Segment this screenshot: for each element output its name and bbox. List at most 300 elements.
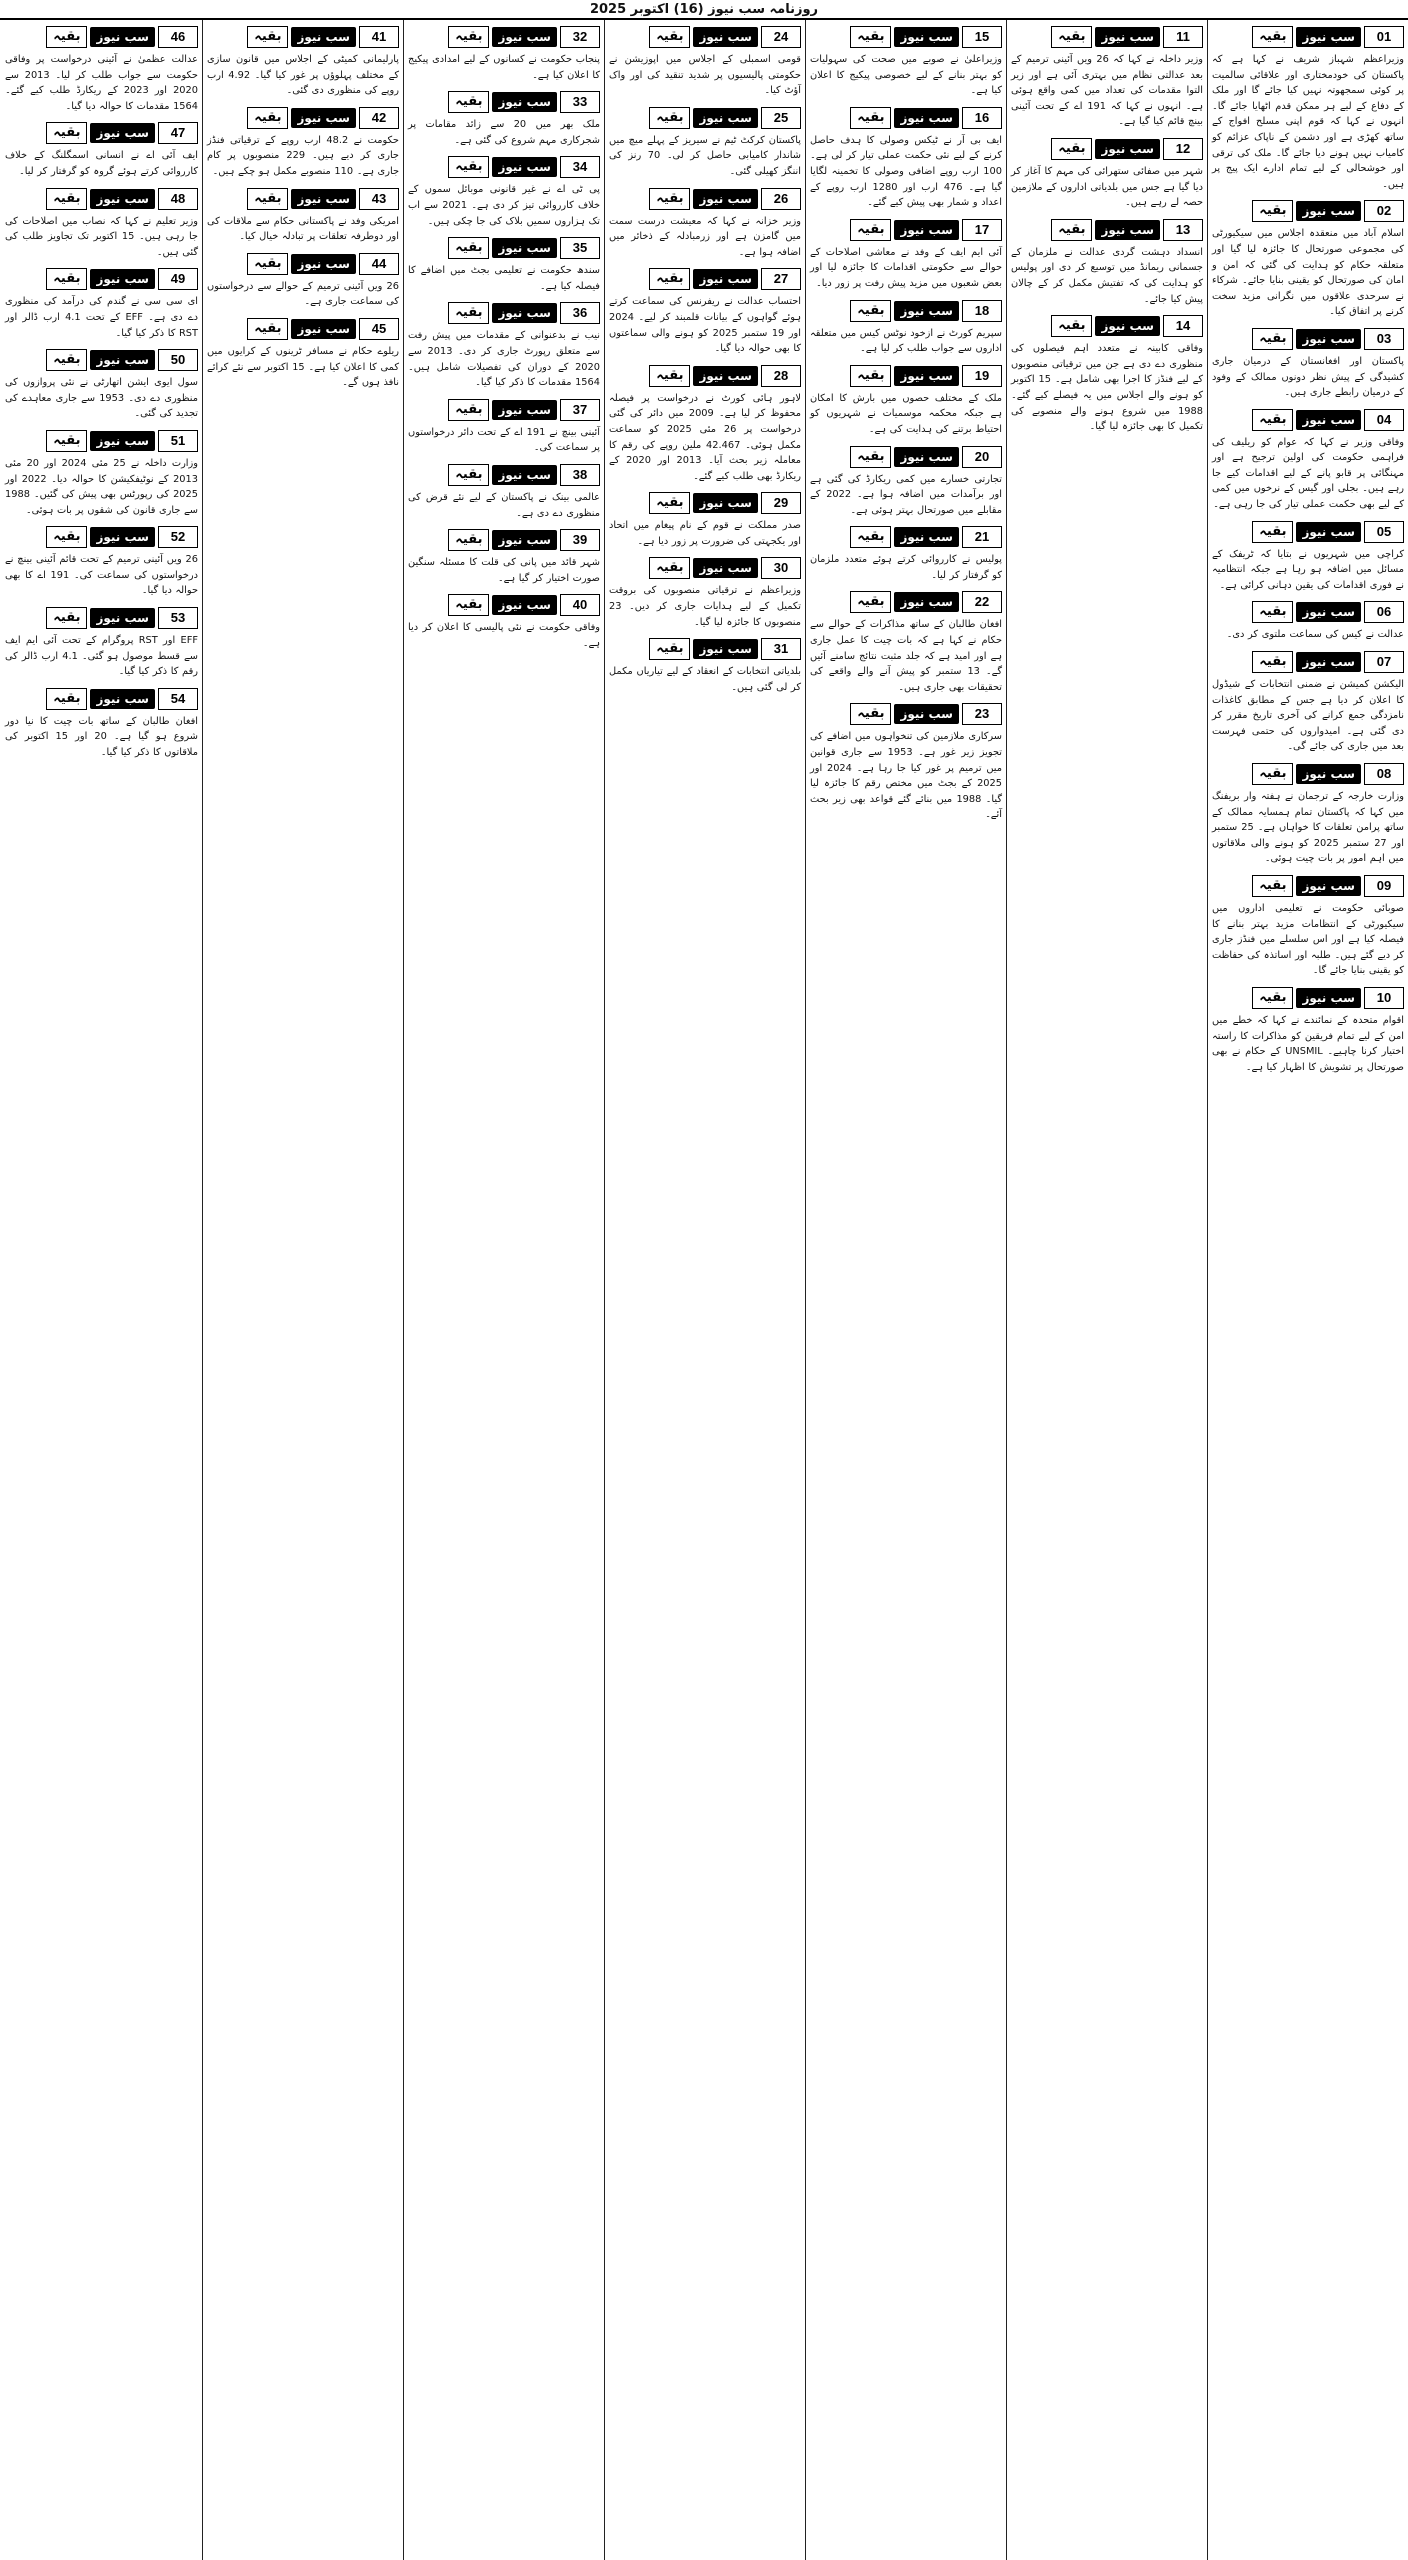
- continuation-number: 53: [158, 607, 198, 629]
- continuation-number: 17: [962, 219, 1002, 241]
- continuation-label: [5, 188, 198, 210]
- continuation-label: [207, 188, 399, 210]
- continuation-item: [1212, 328, 1404, 401]
- continuation-number: 22: [962, 591, 1002, 613]
- subnews-label: سب نیوز: [90, 431, 155, 451]
- continuation-item: [810, 526, 1002, 583]
- baqiya-label: بقیہ: [448, 91, 489, 113]
- baqiya-label: بقیہ: [649, 188, 690, 210]
- continuation-number: 23: [962, 703, 1002, 725]
- continuation-text: کراچی میں شہریوں نے بتایا کہ ٹریفک کے مسائل میں اضافہ ہو رہا ہے جبکہ انتظامیہ نے فوری اقدامات کی یقین دہانی کرائی ہے۔: [1212, 548, 1404, 591]
- continuation-text: 26 ویں آئینی ترمیم کے حوالے سے درخواستوں کی سماعت جاری ہے۔: [207, 280, 399, 308]
- subnews-label: سب نیوز: [291, 254, 356, 274]
- continuation-label: [609, 268, 801, 290]
- continuation-label: [207, 318, 399, 340]
- continuation-text: ایف بی آر نے ٹیکس وصولی کا ہدف حاصل کرنے کے لیے نئی حکمت عملی تیار کر لی ہے۔ 100 ارب روپے اضافی وصولی کا تخمینہ لگایا گیا ہے۔ 476 ارب اور 1280 ارب روپے کے اعداد و شمار بھی پیش کیے گئے۔: [810, 134, 1003, 209]
- continuation-label: [207, 253, 399, 275]
- baqiya-label: بقیہ: [1252, 328, 1293, 350]
- continuation-label: [5, 526, 198, 548]
- continuation-label: [1212, 26, 1404, 48]
- baqiya-label: بقیہ: [649, 365, 690, 387]
- continuation-text: ایف آئی اے نے انسانی اسمگلنگ کے خلاف کارروائی کرتے ہوئے گروہ کو گرفتار کر لیا۔: [5, 150, 198, 177]
- continuation-label: [810, 446, 1002, 468]
- subnews-label: سب نیوز: [1296, 201, 1361, 221]
- subnews-label: سب نیوز: [693, 27, 758, 47]
- continuation-label: [609, 107, 801, 129]
- baqiya-label: بقیہ: [247, 107, 288, 129]
- baqiya-label: بقیہ: [1051, 26, 1092, 48]
- continuation-item: [609, 188, 801, 261]
- baqiya-label: بقیہ: [850, 526, 891, 548]
- baqiya-label: بقیہ: [46, 122, 87, 144]
- column-6: [202, 20, 403, 2560]
- continuation-text: احتساب عدالت نے ریفرنس کی سماعت کرتے ہوئے گواہوں کے بیانات قلمبند کر لیے۔ 2024 اور 19 ستمبر 2025 کو ہونے والی سماعتوں کا بھی حوالہ دیا گیا۔: [609, 296, 801, 355]
- subnews-label: سب نیوز: [894, 592, 959, 612]
- subnews-label: سب نیوز: [693, 269, 758, 289]
- continuation-item: [810, 219, 1002, 292]
- subnews-label: سب نیوز: [90, 527, 155, 547]
- continuation-text: نیب نے بدعنوانی کے مقدمات میں پیش رفت سے متعلق رپورٹ جاری کر دی۔ 2013 سے 2020 کے دوران کی تفصیلات شامل ہیں۔ 1564 مقدمات کا ذکر کیا گیا۔: [408, 330, 600, 389]
- continuation-number: 40: [560, 594, 600, 616]
- column-5: [403, 20, 604, 2560]
- continuation-item: [408, 26, 600, 83]
- continuation-item: [810, 365, 1002, 438]
- subnews-label: سب نیوز: [1296, 764, 1361, 784]
- continuation-item: [5, 268, 198, 341]
- continuation-item: [207, 253, 399, 310]
- continuation-item: [207, 188, 399, 245]
- continuation-item: [1011, 138, 1203, 211]
- continuation-item: [207, 26, 399, 99]
- continuation-number: 14: [1163, 315, 1203, 337]
- continuation-item: [609, 268, 801, 356]
- subnews-label: سب نیوز: [1296, 602, 1361, 622]
- continuation-text: پارلیمانی کمیٹی کے اجلاس میں قانون سازی کے مختلف پہلوؤں پر غور کیا گیا۔ 4.92 ارب روپے کی منظوری دی گئی۔: [207, 54, 400, 97]
- continuation-label: [810, 107, 1002, 129]
- continuation-number: 16: [962, 107, 1002, 129]
- subnews-label: سب نیوز: [492, 465, 557, 485]
- baqiya-label: بقیہ: [247, 26, 288, 48]
- continuation-text: سول ایوی ایشن اتھارٹی نے نئی پروازوں کی منظوری دے دی۔ 1953 سے جاری معاہدے کی تجدید کی گئی۔: [5, 377, 198, 420]
- continuation-text: پی ٹی اے نے غیر قانونی موبائل سموں کے خلاف کارروائی تیز کر دی ہے۔ 2021 سے اب تک ہزاروں سمیں بلاک کی جا چکی ہیں۔: [408, 184, 601, 227]
- continuation-text: وزیر خزانہ نے کہا کہ معیشت درست سمت میں گامزن ہے اور زرمبادلہ کے ذخائر میں اضافہ ہوا ہے۔: [609, 215, 801, 258]
- continuation-text: ملک بھر میں 20 سے زائد مقامات پر شجرکاری مہم شروع کی گئی ہے۔: [408, 119, 600, 146]
- continuation-number: 18: [962, 300, 1002, 322]
- baqiya-label: بقیہ: [46, 688, 87, 710]
- continuation-item: [5, 188, 198, 261]
- baqiya-label: بقیہ: [448, 302, 489, 324]
- continuation-number: 20: [962, 446, 1002, 468]
- continuation-text: حکومت نے 48.2 ارب روپے کے ترقیاتی فنڈز جاری کر دیے ہیں۔ 229 منصوبوں پر کام جاری ہے۔ 110 منصوبے مکمل ہو چکے ہیں۔: [207, 134, 399, 177]
- continuation-label: [1212, 651, 1404, 673]
- continuation-item: [1212, 875, 1404, 979]
- continuation-text: وفاقی وزیر نے کہا کہ عوام کو ریلیف کی فراہمی حکومت کی اولین ترجیح ہے اور مہنگائی پر قابو پانے کے لیے اقدامات کیے جا رہے ہیں۔ بجلی اور گیس کے نرخوں میں کمی کے لیے بھی حکمت عملی تیار کی جا رہی ہے۔: [1212, 436, 1404, 511]
- baqiya-label: بقیہ: [46, 188, 87, 210]
- continuation-item: [408, 464, 600, 521]
- continuation-number: 33: [560, 91, 600, 113]
- continuation-item: [5, 122, 198, 179]
- subnews-label: سب نیوز: [894, 527, 959, 547]
- continuation-number: 52: [158, 526, 198, 548]
- continuation-label: [408, 302, 600, 324]
- continuation-number: 01: [1364, 26, 1404, 48]
- continuation-text: قومی اسمبلی کے اجلاس میں اپوزیشن نے حکومتی پالیسیوں پر شدید تنقید کی اور واک آؤٹ کیا۔: [609, 54, 801, 97]
- subnews-label: سب نیوز: [291, 27, 356, 47]
- continuation-item: [1011, 315, 1203, 435]
- continuation-text: وزارت داخلہ نے 25 مئی 2024 اور 20 مئی 2013 کے نوٹیفکیشن کا حوالہ دیا۔ 2022 اور 2025 کی رپورٹس بھی پیش کی گئیں۔ 1988 سے جاری قانون کی شقوں پر بات ہوئی۔: [5, 457, 198, 516]
- baqiya-label: بقیہ: [1252, 521, 1293, 543]
- continuation-label: [1011, 138, 1203, 160]
- subnews-label: سب نیوز: [90, 27, 155, 47]
- subnews-label: سب نیوز: [492, 303, 557, 323]
- column-7: [1, 20, 202, 2560]
- continuation-text: شہر قائد میں پانی کی قلت کا مسئلہ سنگین صورت اختیار کر گیا ہے۔: [408, 557, 600, 584]
- continuation-number: 41: [359, 26, 399, 48]
- continuation-label: [408, 26, 600, 48]
- continuation-number: 29: [761, 492, 801, 514]
- baqiya-label: بقیہ: [649, 26, 690, 48]
- continuation-text: صدر مملکت نے قوم کے نام پیغام میں اتحاد اور یکجہتی کی ضرورت پر زور دیا ہے۔: [609, 520, 801, 547]
- subnews-label: سب نیوز: [894, 108, 959, 128]
- continuation-label: [1212, 601, 1404, 623]
- continuation-number: 03: [1364, 328, 1404, 350]
- header-title: روزنامہ سب نیوز (16) اکتوبر 2025: [589, 1, 819, 17]
- subnews-label: سب نیوز: [1296, 876, 1361, 896]
- continuation-number: 34: [560, 156, 600, 178]
- continuation-item: [810, 703, 1002, 823]
- continuation-label: [1212, 409, 1404, 431]
- continuation-item: [408, 302, 600, 390]
- subnews-label: سب نیوز: [492, 530, 557, 550]
- continuation-number: 48: [158, 188, 198, 210]
- subnews-label: سب نیوز: [693, 189, 758, 209]
- baqiya-label: بقیہ: [1252, 763, 1293, 785]
- baqiya-label: بقیہ: [46, 607, 87, 629]
- continuation-text: سپریم کورٹ نے ازخود نوٹس کیس میں متعلقہ اداروں سے جواب طلب کر لیا ہے۔: [810, 327, 1002, 355]
- continuation-text: عالمی بینک نے پاکستان کے لیے نئے قرض کی منظوری دے دی ہے۔: [408, 491, 600, 519]
- continuation-number: 44: [359, 253, 399, 275]
- baqiya-label: بقیہ: [1252, 987, 1293, 1009]
- continuation-item: [1011, 26, 1203, 130]
- continuation-label: [5, 26, 198, 48]
- continuation-number: 26: [761, 188, 801, 210]
- continuation-text: ای سی سی نے گندم کی درآمد کی منظوری دے دی ہے۔ EFF کے تحت 4.1 ارب ڈالر اور RST کا ذکر کیا گیا۔: [5, 296, 198, 339]
- continuation-text: ریلوے حکام نے مسافر ٹرینوں کے کرایوں میں کمی کا اعلان کیا ہے۔ 15 اکتوبر سے نئے کرائے نافذ ہوں گے۔: [207, 345, 399, 389]
- subnews-label: سب نیوز: [1095, 27, 1160, 47]
- subnews-label: سب نیوز: [492, 157, 557, 177]
- continuation-item: [5, 688, 198, 761]
- continuation-item: [5, 26, 198, 114]
- continuation-number: 36: [560, 302, 600, 324]
- continuation-item: [1212, 409, 1404, 513]
- baqiya-label: بقیہ: [1051, 315, 1092, 337]
- continuation-text: امریکی وفد نے پاکستانی حکام سے ملاقات کی اور دوطرفہ تعلقات پر تبادلہ خیال کیا۔: [207, 215, 399, 243]
- continuation-number: 15: [962, 26, 1002, 48]
- subnews-label: سب نیوز: [90, 689, 155, 709]
- continuation-label: [1011, 26, 1203, 48]
- continuation-text: الیکشن کمیشن نے ضمنی انتخابات کے شیڈول کا اعلان کر دیا ہے جس کے مطابق کاغذات نامزدگی جمع کرانے کی آخری تاریخ مقرر کر دی گئی ہے۔ امیدواروں کی حتمی فہرست بعد میں جاری کی جائے گی۔: [1212, 679, 1404, 753]
- continuation-text: سرکاری ملازمین کی تنخواہوں میں اضافے کی تجویز زیر غور ہے۔ 1953 سے جاری قوانین میں ترمیم پر غور کیا جا رہا ہے۔ 2024 اور 2025 کے بجٹ میں مختص رقم کا جائزہ لیا گیا۔ 1988 میں بنائے گئے قواعد بھی زیر بحث آئے۔: [810, 731, 1003, 821]
- continuation-number: 21: [962, 526, 1002, 548]
- continuation-label: [408, 399, 600, 421]
- continuation-label: [1212, 987, 1404, 1009]
- continuation-item: [609, 557, 801, 630]
- continuation-label: [1011, 315, 1203, 337]
- subnews-label: سب نیوز: [1296, 988, 1361, 1008]
- continuation-text: افغان طالبان کے ساتھ بات چیت کا نیا دور شروع ہو گیا ہے۔ 20 اور 15 اکتوبر کی ملاقاتوں کا ذکر کیا گیا۔: [5, 715, 199, 759]
- continuation-number: 07: [1364, 651, 1404, 673]
- continuation-item: [207, 318, 399, 391]
- continuation-label: [810, 219, 1002, 241]
- baqiya-label: بقیہ: [850, 591, 891, 613]
- subnews-label: سب نیوز: [492, 92, 557, 112]
- baqiya-label: بقیہ: [1252, 651, 1293, 673]
- subnews-label: سب نیوز: [1296, 329, 1361, 349]
- continuation-item: [1212, 651, 1404, 755]
- continuation-item: [408, 594, 600, 651]
- continuation-text: وفاقی حکومت نے نئی پالیسی کا اعلان کر دیا ہے۔: [408, 622, 600, 649]
- continuation-text: پولیس نے کارروائی کرتے ہوئے متعدد ملزمان کو گرفتار کر لیا۔: [810, 554, 1002, 581]
- continuation-text: تجارتی خسارے میں کمی ریکارڈ کی گئی ہے اور برآمدات میں اضافہ ہوا ہے۔ 2022 کے مقابلے میں صورتحال بہتر ہوئی ہے۔: [810, 473, 1002, 516]
- continuation-text: EFF اور RST پروگرام کے تحت آئی ایم ایف سے قسط موصول ہو گئی۔ 4.1 ارب ڈالر کی رقم کا ذکر کیا گیا۔: [5, 635, 198, 678]
- continuation-label: [609, 638, 801, 660]
- subnews-label: سب نیوز: [492, 595, 557, 615]
- continuation-text: 26 ویں آئینی ترمیم کے تحت قائم آئینی بینچ نے درخواستوں کی سماعت کی۔ 191 اے کا بھی حوالہ دیا گیا۔: [5, 554, 198, 597]
- continuation-label: [408, 156, 600, 178]
- subnews-label: سب نیوز: [291, 108, 356, 128]
- continuation-label: [609, 188, 801, 210]
- baqiya-label: بقیہ: [850, 703, 891, 725]
- continuation-number: 35: [560, 237, 600, 259]
- continuation-item: [408, 237, 600, 294]
- continuation-text: اسلام آباد میں منعقدہ اجلاس میں سیکیورٹی کی مجموعی صورتحال کا جائزہ لیا گیا اور متعلقہ حکام کو ہدایت کی گئی کہ امن و امان کی صورتحال کو یقینی بنایا جائے۔ شرکاء نے سرحدی علاقوں میں نگرانی مزید سخت کرنے پر اتفاق کیا۔: [1212, 228, 1404, 318]
- continuation-number: 24: [761, 26, 801, 48]
- baqiya-label: بقیہ: [46, 26, 87, 48]
- baqiya-label: بقیہ: [649, 268, 690, 290]
- baqiya-label: بقیہ: [649, 492, 690, 514]
- subnews-label: سب نیوز: [90, 269, 155, 289]
- continuation-number: 10: [1364, 987, 1404, 1009]
- continuation-text: وزیراعظم نے ترقیاتی منصوبوں کی بروقت تکمیل کے لیے ہدایات جاری کر دیں۔ 23 منصوبوں کا جائزہ لیا گیا۔: [609, 585, 801, 628]
- continuation-label: [5, 607, 198, 629]
- baqiya-label: بقیہ: [1051, 138, 1092, 160]
- continuation-text: وزیراعظم شہباز شریف نے کہا ہے کہ پاکستان کی خودمختاری اور علاقائی سالمیت پر کوئی سمجھوتہ نہیں کیا جائے گا اور ملک کے دفاع کے لیے ہر ممکن قدم اٹھایا جائے گا۔ انہوں نے کہا کہ قوم اپنی مسلح افواج کے ساتھ کھڑی ہے اور دشمن کے ناپاک عزائم کو کامیاب نہیں ہونے دیا جائے گا۔ ملک کی ترقی اور خوشحالی کے لیے تمام ادارے ایک پیج پر ہیں۔: [1212, 54, 1404, 190]
- continuation-number: 39: [560, 529, 600, 551]
- continuation-number: 08: [1364, 763, 1404, 785]
- baqiya-label: بقیہ: [448, 529, 489, 551]
- continuation-text: صوبائی حکومت نے تعلیمی اداروں میں سیکیورٹی کے انتظامات مزید بہتر بنانے کا فیصلہ کیا ہے اور اس سلسلے میں فنڈز جاری کر دیے گئے ہیں۔ طلبہ اور اساتذہ کی حفاظت کو یقینی بنایا جائے گا۔: [1212, 902, 1404, 977]
- continuation-label: [810, 26, 1002, 48]
- subnews-label: سب نیوز: [894, 27, 959, 47]
- continuation-label: [810, 703, 1002, 725]
- baqiya-label: بقیہ: [1252, 26, 1293, 48]
- subnews-label: سب نیوز: [291, 319, 356, 339]
- continuation-label: [5, 349, 198, 371]
- subnews-label: سب نیوز: [894, 301, 959, 321]
- continuation-item: [408, 91, 600, 148]
- continuation-number: 37: [560, 399, 600, 421]
- continuation-item: [5, 430, 198, 518]
- continuation-label: [408, 464, 600, 486]
- baqiya-label: بقیہ: [448, 156, 489, 178]
- continuation-number: 50: [158, 349, 198, 371]
- continuation-label: [408, 91, 600, 113]
- continuation-item: [1212, 521, 1404, 594]
- subnews-label: سب نیوز: [693, 493, 758, 513]
- subnews-label: سب نیوز: [693, 108, 758, 128]
- subnews-label: سب نیوز: [291, 189, 356, 209]
- continuation-number: 38: [560, 464, 600, 486]
- subnews-label: سب نیوز: [492, 27, 557, 47]
- continuation-number: 54: [158, 688, 198, 710]
- continuation-number: 04: [1364, 409, 1404, 431]
- continuation-text: وزارت خارجہ کے ترجمان نے ہفتہ وار بریفنگ میں کہا کہ پاکستان تمام ہمسایہ ممالک کے ساتھ پرامن تعلقات کا خواہاں ہے۔ 25 ستمبر اور 27 ستمبر 2025 کو ہونے والی ملاقاتوں میں اہم امور پر بات چیت ہوئی۔: [1212, 791, 1404, 865]
- baqiya-label: بقیہ: [46, 430, 87, 452]
- newspaper-page: [0, 20, 1408, 2560]
- continuation-label: [5, 268, 198, 290]
- continuation-item: [1212, 200, 1404, 320]
- continuation-text: وزیراعلیٰ نے صوبے میں صحت کی سہولیات کو بہتر بنانے کے لیے خصوصی پیکیج کا اعلان کیا ہے۔: [810, 54, 1002, 97]
- continuation-number: 09: [1364, 875, 1404, 897]
- subnews-label: سب نیوز: [90, 189, 155, 209]
- continuation-item: [408, 156, 600, 229]
- continuation-item: [810, 300, 1002, 357]
- continuation-label: [5, 688, 198, 710]
- subnews-label: سب نیوز: [1296, 522, 1361, 542]
- continuation-label: [207, 26, 399, 48]
- continuation-number: 13: [1163, 219, 1203, 241]
- continuation-label: [1212, 521, 1404, 543]
- subnews-label: سب نیوز: [1095, 139, 1160, 159]
- continuation-text: اقوام متحدہ کے نمائندے نے کہا کہ خطے میں امن کے لیے تمام فریقین کو مذاکرات کا راستہ اختیار کرنا چاہیے۔ UNSMIL کے حکام نے بھی صورتحال پر تشویش کا اظہار کیا ہے۔: [1212, 1014, 1404, 1073]
- continuation-item: [609, 26, 801, 99]
- continuation-item: [1212, 987, 1404, 1075]
- continuation-text: لاہور ہائی کورٹ نے درخواست پر فیصلہ محفوظ کر لیا ہے۔ 2009 میں دائر کی گئی درخواست پر 26 مئی 2025 کو سماعت مکمل ہوئی۔ 42.467 ملین روپے کی رقم کا معاملہ زیر بحث آیا۔ 2013 اور 2020 کے ریکارڈ بھی طلب کیے گئے۔: [609, 392, 802, 482]
- continuation-label: [1212, 328, 1404, 350]
- continuation-label: [810, 526, 1002, 548]
- subnews-label: سب نیوز: [492, 238, 557, 258]
- baqiya-label: بقیہ: [247, 253, 288, 275]
- continuation-item: [609, 107, 801, 180]
- column-4: [604, 20, 805, 2560]
- continuation-text: عدالت نے کیس کی سماعت ملتوی کر دی۔: [1226, 629, 1404, 641]
- subnews-label: سب نیوز: [90, 123, 155, 143]
- baqiya-label: بقیہ: [448, 26, 489, 48]
- baqiya-label: بقیہ: [649, 638, 690, 660]
- continuation-label: [1011, 219, 1203, 241]
- continuation-number: 25: [761, 107, 801, 129]
- subnews-label: سب نیوز: [492, 400, 557, 420]
- continuation-number: 12: [1163, 138, 1203, 160]
- continuation-number: 30: [761, 557, 801, 579]
- baqiya-label: بقیہ: [46, 268, 87, 290]
- continuation-number: 28: [761, 365, 801, 387]
- continuation-number: 31: [761, 638, 801, 660]
- continuation-label: [1212, 875, 1404, 897]
- subnews-label: سب نیوز: [693, 558, 758, 578]
- continuation-item: [1212, 26, 1404, 192]
- continuation-item: [1011, 219, 1203, 307]
- continuation-item: [609, 365, 801, 485]
- subnews-label: سب نیوز: [693, 639, 758, 659]
- subnews-label: سب نیوز: [90, 608, 155, 628]
- subnews-label: سب نیوز: [894, 447, 959, 467]
- subnews-label: سب نیوز: [1095, 220, 1160, 240]
- baqiya-label: بقیہ: [448, 399, 489, 421]
- continuation-number: 47: [158, 122, 198, 144]
- continuation-label: [609, 26, 801, 48]
- column-3: [805, 20, 1006, 2560]
- baqiya-label: بقیہ: [1252, 875, 1293, 897]
- continuation-text: وزیر تعلیم نے کہا کہ نصاب میں اصلاحات کی جا رہی ہیں۔ 15 اکتوبر تک تجاویز طلب کی گئی ہیں۔: [5, 215, 198, 258]
- continuation-text: آئینی بینچ نے 191 اے کے تحت دائر درخواستوں پر سماعت کی۔: [408, 426, 600, 454]
- continuation-label: [609, 492, 801, 514]
- continuation-text: انسداد دہشت گردی عدالت نے ملزمان کے جسمانی ریمانڈ میں توسیع کر دی اور پولیس کو ہدایت کی کہ تفتیش مکمل کر کے چالان پیش کیا جائے۔: [1011, 246, 1203, 305]
- continuation-label: [1212, 200, 1404, 222]
- continuation-item: [5, 526, 198, 599]
- continuation-text: آئی ایم ایف کے وفد نے معاشی اصلاحات کے حوالے سے حکومتی اقدامات کا جائزہ لیا اور بعض شعبوں میں مزید پیش رفت پر زور دیا۔: [810, 246, 1002, 289]
- continuation-number: 32: [560, 26, 600, 48]
- baqiya-label: بقیہ: [850, 219, 891, 241]
- baqiya-label: بقیہ: [448, 594, 489, 616]
- subnews-label: سب نیوز: [894, 704, 959, 724]
- continuation-label: [609, 365, 801, 387]
- continuation-text: شہر میں صفائی ستھرائی کی مہم کا آغاز کر دیا گیا ہے جس میں بلدیاتی اداروں کے ملازمین حصہ لے رہے ہیں۔: [1011, 165, 1203, 209]
- continuation-item: [810, 26, 1002, 99]
- continuation-label: [5, 430, 198, 452]
- subnews-label: سب نیوز: [894, 220, 959, 240]
- continuation-label: [810, 591, 1002, 613]
- continuation-number: 43: [359, 188, 399, 210]
- continuation-item: [207, 107, 399, 180]
- continuation-item: [5, 349, 198, 422]
- continuation-item: [609, 638, 801, 695]
- continuation-text: پنجاب حکومت نے کسانوں کے لیے امدادی پیکیج کا اعلان کیا ہے۔: [408, 54, 600, 81]
- subnews-label: سب نیوز: [90, 350, 155, 370]
- continuation-number: 11: [1163, 26, 1203, 48]
- continuation-item: [810, 107, 1002, 211]
- continuation-text: عدالت عظمیٰ نے آئینی درخواست پر وفاقی حکومت سے جواب طلب کر لیا۔ 2013 سے 2020 اور 2023 کے ریکارڈ طلب کیے گئے۔ 1564 مقدمات کا حوالہ دیا گیا۔: [5, 54, 199, 112]
- baqiya-label: بقیہ: [649, 557, 690, 579]
- baqiya-label: بقیہ: [1252, 200, 1293, 222]
- continuation-text: پاکستان کرکٹ ٹیم نے سیریز کے پہلے میچ میں شاندار کامیابی حاصل کر لی۔ 70 رنز کی اننگز کھیلی گئی۔: [609, 134, 801, 177]
- continuation-label: [408, 529, 600, 551]
- continuation-item: [609, 492, 801, 549]
- continuation-label: [810, 300, 1002, 322]
- subnews-label: سب نیوز: [1296, 410, 1361, 430]
- baqiya-label: بقیہ: [1252, 409, 1293, 431]
- subnews-label: سب نیوز: [1296, 27, 1361, 47]
- continuation-item: [1212, 763, 1404, 867]
- baqiya-label: بقیہ: [850, 26, 891, 48]
- baqiya-label: بقیہ: [850, 300, 891, 322]
- continuation-label: [810, 365, 1002, 387]
- baqiya-label: بقیہ: [46, 526, 87, 548]
- baqiya-label: بقیہ: [850, 365, 891, 387]
- continuation-number: 19: [962, 365, 1002, 387]
- baqiya-label: بقیہ: [247, 318, 288, 340]
- continuation-item: [5, 607, 198, 680]
- continuation-text: وزیر داخلہ نے کہا کہ 26 ویں آئینی ترمیم کے بعد عدالتی نظام میں بہتری آئی ہے اور زیر التوا مقدمات کی تعداد میں کمی واقع ہوئی ہے۔ انہوں نے کہا کہ 191 اے کے تحت آئینی بینچ قائم کیا گیا ہے۔: [1011, 54, 1203, 128]
- continuation-item: [810, 591, 1002, 695]
- baqiya-label: بقیہ: [1051, 219, 1092, 241]
- continuation-text: بلدیاتی انتخابات کے انعقاد کے لیے تیاریاں مکمل کر لی گئی ہیں۔: [609, 666, 801, 693]
- continuation-label: [408, 594, 600, 616]
- continuation-item: [810, 446, 1002, 519]
- continuation-number: 05: [1364, 521, 1404, 543]
- continuation-label: [408, 237, 600, 259]
- baqiya-label: بقیہ: [1252, 601, 1293, 623]
